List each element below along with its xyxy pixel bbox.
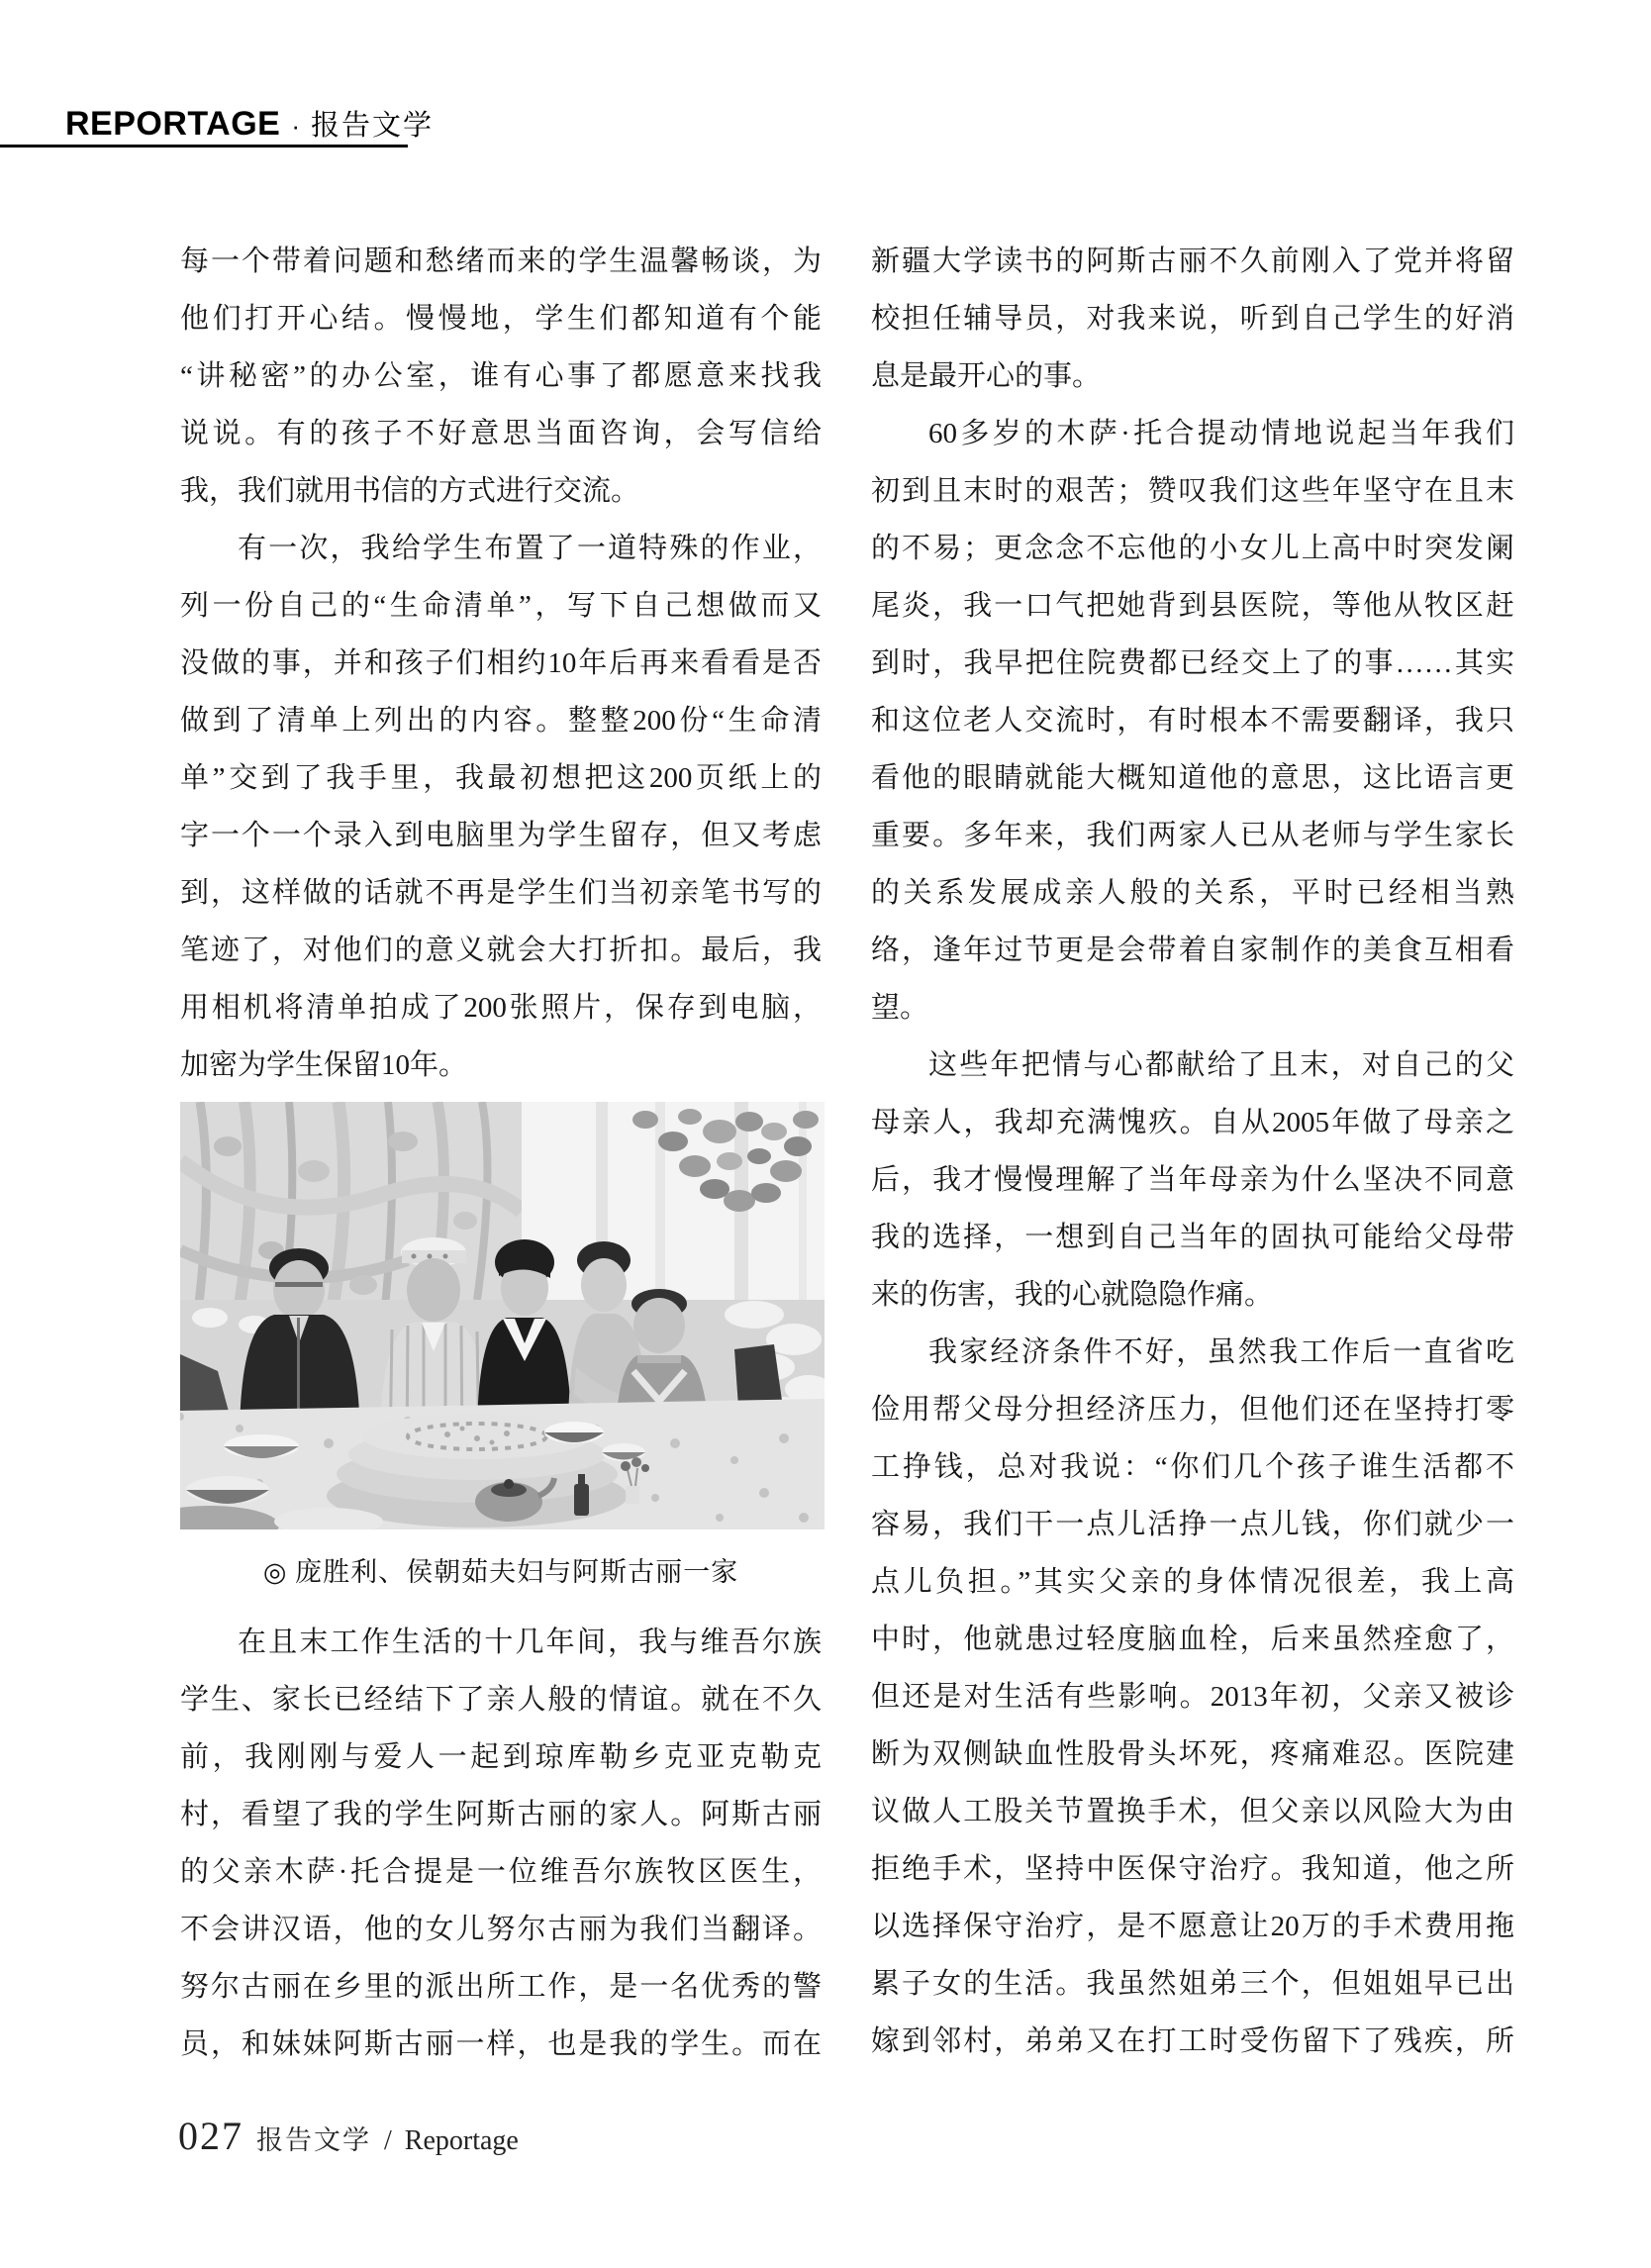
text-line: 前，我刚刚与爱人一起到琼库勒乡克亚克勒克 [180,1741,822,1773]
text-line: 嫁到邻村，弟弟又在打工时受伤留下了残疾，所 [871,2025,1514,2057]
text-line: 初到且末时的艰苦；赞叹我们这些年坚守在且末 [871,475,1514,507]
text-line: 每一个带着问题和愁绪而来的学生温馨畅谈，为 [180,246,822,277]
text-line: 后，我才慢慢理解了当年母亲为什么坚决不同意 [871,1164,1514,1196]
text-line: 列一份自己的“生命清单”，写下自己想做而又 [180,590,822,622]
text-line: 加密为学生保留10年。 [180,1049,468,1081]
text-line: 中时，他就患过轻度脑血栓，后来虽然痊愈了， [871,1624,1514,1655]
text-line: 这些年把情与心都献给了且末，对自己的父 [928,1049,1514,1081]
text-line: 他们打开心结。慢慢地，学生们都知道有个能 [180,303,822,335]
text-line: 拒绝手术，坚持中医保守治疗。我知道，他之所 [871,1853,1514,1885]
footer-separator: / [384,2125,392,2156]
text-line: 母亲人，我却充满愧疚。自从2005年做了母亲之 [871,1107,1514,1138]
text-line: 的父亲木萨·托合提是一位维吾尔族牧区医生， [180,1856,822,1888]
article-column-left-bottom [180,1614,822,2073]
text-line: 笔迹了，对他们的意义就会大打折扣。最后，我 [180,935,822,966]
header-dot-separator: · [291,111,301,141]
text-line: 字一个一个录入到电脑里为学生留存，但又考虑 [180,820,822,851]
page-footer [178,2113,519,2159]
text-line: 容易，我们干一点儿活挣一点儿钱，你们就少一 [871,1509,1514,1540]
text-line: 校担任辅导员，对我来说，听到自己学生的好消 [871,303,1514,335]
text-line: 看他的眼睛就能大概知道他的意思，这比语言更 [871,762,1514,794]
text-line: 说说。有的孩子不好意思当面咨询，会写信给 [180,418,822,449]
text-line: 息是最开心的事。 [871,360,1102,392]
text-line: 到，这样做的话就不再是学生们当初亲笔书写的 [180,877,822,909]
text-line: 村，看望了我的学生阿斯古丽的家人。阿斯古丽 [180,1799,822,1830]
text-line: 的不易；更念念不忘他的小女儿上高中时突发阑 [871,533,1514,564]
text-line: 学生、家长已经结下了亲人般的情谊。就在不久 [180,1684,822,1716]
text-line: 断为双侧缺血性股骨头坏死，疼痛难忍。医院建 [871,1738,1514,1770]
family-photo [180,1102,825,1529]
text-line: 员，和妹妹阿斯古丽一样，也是我的学生。而在 [180,2028,822,2060]
text-line: “讲秘密”的办公室，谁有心事了都愿意来找我 [180,360,822,392]
text-line: 的关系发展成亲人般的关系，平时已经相当熟 [871,877,1514,909]
text-line: 我家经济条件不好，虽然我工作后一直省吃 [928,1336,1514,1368]
text-line: 以选择保守治疗，是不愿意让20万的手术费用拖 [871,1911,1514,1942]
footer-section-en: Reportage [404,2125,519,2156]
text-line: 在且末工作生活的十几年间，我与维吾尔族 [238,1627,822,1658]
text-line: 我的选择，一想到自己当年的固执可能给父母带 [871,1222,1514,1253]
text-line: 络，逢年过节更是会带着自家制作的美食互相看 [871,935,1514,966]
text-line: 有一次，我给学生布置了一道特殊的作业， [238,533,822,564]
text-line: 我，我们就用书信的方式进行交流。 [180,475,640,507]
text-line: 不会讲汉语，他的女儿努尔古丽为我们当翻译。 [180,1914,822,1945]
text-line: 议做人工股关节置换手术，但父亲以风险大为由 [871,1796,1514,1827]
text-line: 望。 [871,992,929,1024]
page-number: 027 [178,2114,243,2158]
text-line: 来的伤害，我的心就隐隐作痛。 [871,1279,1274,1311]
text-line: 用相机将清单拍成了200张照片，保存到电脑， [180,992,822,1024]
photo-caption: ◎ 庞胜利、侯朝茹夫妇与阿斯古丽一家 [262,1557,739,1587]
footer-section-zh: 报告文学 [256,2125,371,2155]
article-column-left-top [180,233,822,1094]
page-header [65,103,434,144]
header-rule [0,145,408,148]
text-line: 点儿负担。”其实父亲的身体情况很差，我上高 [871,1566,1514,1598]
text-line: 和这位老人交流时，有时根本不需要翻译，我只 [871,705,1514,737]
text-line: 但还是对生活有些影响。2013年初，父亲又被诊 [871,1681,1514,1713]
text-line: 尾炎，我一口气把她背到县医院，等他从牧区赶 [871,590,1514,622]
header-title-en: REPORTAGE [65,105,281,143]
article-column-right [871,233,1514,2070]
text-line: 努尔古丽在乡里的派出所工作，是一名优秀的警 [180,1971,822,2003]
text-line: 工挣钱，总对我说：“你们几个孩子谁生活都不 [871,1451,1514,1483]
text-line: 新疆大学读书的阿斯古丽不久前刚入了党并将留 [871,246,1514,277]
text-line: 重要。多年来，我们两家人已从老师与学生家长 [871,820,1514,851]
text-line: 60多岁的木萨·托合提动情地说起当年我们 [928,418,1514,449]
text-line: 没做的事，并和孩子们相约10年后再来看看是否 [180,647,822,679]
text-line: 单”交到了我手里，我最初想把这200页纸上的 [180,762,822,794]
text-line: 俭用帮父母分担经济压力，但他们还在坚持打零 [871,1394,1514,1426]
text-line: 做到了清单上列出的内容。整整200份“生命清 [180,705,822,737]
header-title-zh: 报告文学 [311,110,435,142]
text-line: 累子女的生活。我虽然姐弟三个，但姐姐早已出 [871,1968,1514,2000]
text-line: 到时，我早把住院费都已经交上了的事……其实 [871,647,1514,679]
family-photo-illustration [180,1102,825,1529]
